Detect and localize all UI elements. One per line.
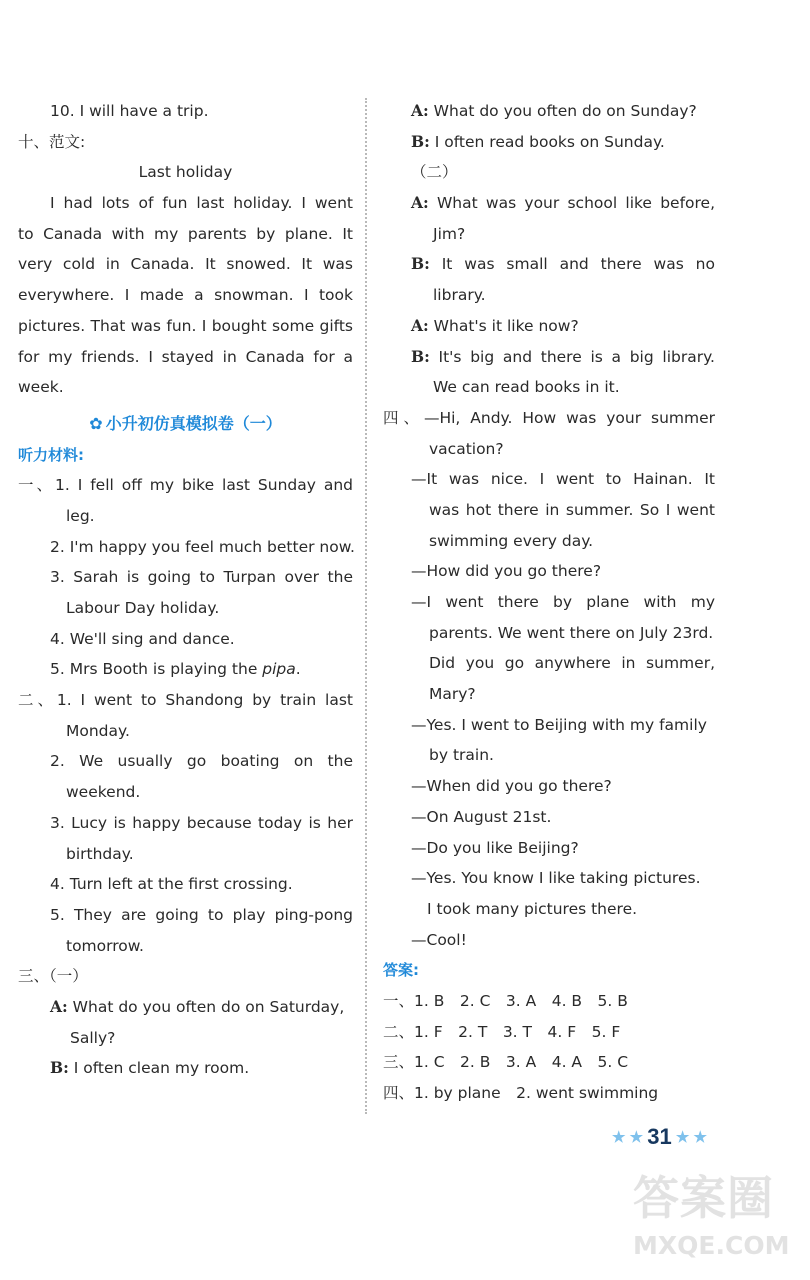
essay-line: pictures. That was fun. I bought some gifts bbox=[18, 316, 353, 335]
answers-label: 答案: bbox=[383, 961, 419, 980]
star-icon: ★ ★ bbox=[671, 1129, 707, 1147]
part4-line: Mary? bbox=[429, 685, 476, 704]
dialog-line-a: A: What's it like now? bbox=[411, 315, 579, 335]
listening-label: 听力材料: bbox=[18, 445, 84, 464]
answer-line-10: 10. I will have a trip. bbox=[50, 102, 209, 120]
part4-line: 四、—Hi, Andy. How was your summer bbox=[383, 408, 715, 427]
pipa-word: pipa bbox=[262, 660, 296, 679]
watermark-text-bottom: MXQE.COM bbox=[633, 1231, 790, 1260]
dialog-line: library. bbox=[433, 286, 486, 305]
part2-line: 2. We usually go boating on the bbox=[50, 752, 353, 771]
left-column bbox=[18, 96, 353, 1084]
essay-line: everywhere. I made a snowman. I took bbox=[18, 286, 353, 305]
part1-line: Labour Day holiday. bbox=[66, 599, 220, 617]
part4-line: —When did you go there? bbox=[411, 777, 612, 796]
answer-row: 三、1. C 2. B 3. A 4. A 5. C bbox=[383, 1053, 629, 1072]
page-number: ★ ★ 31 ★ ★ bbox=[612, 1124, 707, 1149]
speaker-b: B: bbox=[50, 1058, 69, 1078]
part4-line: —Yes. I went to Beijing with my family bbox=[411, 715, 707, 734]
essay-line: to Canada with my parents by plane. It bbox=[18, 224, 353, 243]
essay-line: very cold in Canada. It snowed. It was bbox=[18, 255, 353, 274]
dialog-line-a: A: What do you often do on Sunday? bbox=[411, 101, 697, 120]
part2-line: 4. Turn left at the first crossing. bbox=[50, 875, 293, 894]
part4-line: by train. bbox=[429, 746, 494, 765]
part4-line: —On August 21st. bbox=[411, 807, 552, 826]
part2-line: 3. Lucy is happy because today is her bbox=[50, 813, 353, 832]
part2-line: 二、1. I went to Shandong by train last bbox=[18, 691, 353, 710]
dialog-line-b: B: I often clean my room. bbox=[50, 1058, 250, 1078]
part2-line: tomorrow. bbox=[66, 936, 144, 955]
part4-line: —Yes. You know I like taking pictures. bbox=[411, 869, 701, 888]
dialog-line-a: A: What do you often do on Saturday, bbox=[50, 996, 345, 1016]
part1-line: 2. I'm happy you feel much better now. bbox=[50, 537, 355, 556]
part4-line: —It was nice. I went to Hainan. It bbox=[411, 470, 715, 489]
part1-line: 一、1. I fell off my bike last Sunday and bbox=[18, 476, 353, 495]
dialog-line: Jim? bbox=[433, 224, 466, 243]
part4-line: —Do you like Beijing? bbox=[411, 838, 579, 857]
part3-sub2: （二） bbox=[411, 163, 458, 182]
part4-line: was hot there in summer. So I went bbox=[429, 500, 715, 519]
speaker-a: A: bbox=[50, 996, 68, 1016]
part1-line: leg. bbox=[66, 506, 95, 525]
part2-line: Monday. bbox=[66, 721, 130, 740]
part1-line: 5. Mrs Booth is playing the pipa. bbox=[50, 660, 301, 679]
dialog-line-b: B: It's big and there is a big library. bbox=[411, 346, 715, 366]
watermark-logo bbox=[633, 1168, 803, 1276]
paw-icon: ✿ bbox=[89, 413, 103, 433]
part4-line: I took many pictures there. bbox=[427, 899, 638, 918]
part4-line: —How did you go there? bbox=[411, 562, 602, 581]
dialog-line: We can read books in it. bbox=[433, 378, 620, 397]
column-divider bbox=[365, 98, 367, 1114]
section-title: ✿ 小升初仿真模拟卷（一） bbox=[89, 413, 282, 433]
right-column bbox=[383, 96, 715, 1109]
part2-line: weekend. bbox=[66, 783, 141, 802]
dialog-line-b: B: I often read books on Sunday. bbox=[411, 131, 665, 151]
star-icon: ★ ★ bbox=[612, 1129, 648, 1147]
answer-row: 四、1. by plane 2. went swimming bbox=[383, 1084, 659, 1102]
essay-line: I had lots of fun last holiday. I went bbox=[50, 194, 353, 213]
part4-line: —Cool! bbox=[411, 930, 467, 949]
dialog-line: Sally? bbox=[70, 1028, 116, 1047]
part3-heading: 三、（一） bbox=[18, 967, 88, 986]
watermark-text-top: 答案圈 bbox=[633, 1171, 774, 1225]
part4-line: swimming every day. bbox=[429, 531, 594, 550]
part4-line: Did you go anywhere in summer, bbox=[429, 654, 715, 673]
answer-row: 二、1. F 2. T 3. T 4. F 5. F bbox=[383, 1022, 621, 1041]
essay-line: week. bbox=[18, 378, 64, 397]
part1-line: 3. Sarah is going to Turpan over the bbox=[50, 568, 353, 587]
part2-line: 5. They are going to play ping-pong bbox=[50, 905, 353, 924]
essay-title: Last holiday bbox=[138, 163, 233, 182]
part2-line: birthday. bbox=[66, 844, 134, 863]
part4-line: vacation? bbox=[429, 439, 504, 458]
dialog-line-b: B: It was small and there was no bbox=[411, 254, 715, 274]
part1-line: 4. We'll sing and dance. bbox=[50, 629, 235, 648]
essay-line: for my friends. I stayed in Canada for a bbox=[18, 347, 353, 366]
dialog-line-a: A: What was your school like before, bbox=[411, 193, 715, 213]
part4-line: —I went there by plane with my bbox=[411, 593, 715, 611]
answer-row: 一、1. B 2. C 3. A 4. B 5. B bbox=[383, 991, 628, 1010]
section-ten-label: 十、范文: bbox=[18, 132, 86, 151]
part4-line: parents. We went there on July 23rd. bbox=[429, 623, 714, 642]
